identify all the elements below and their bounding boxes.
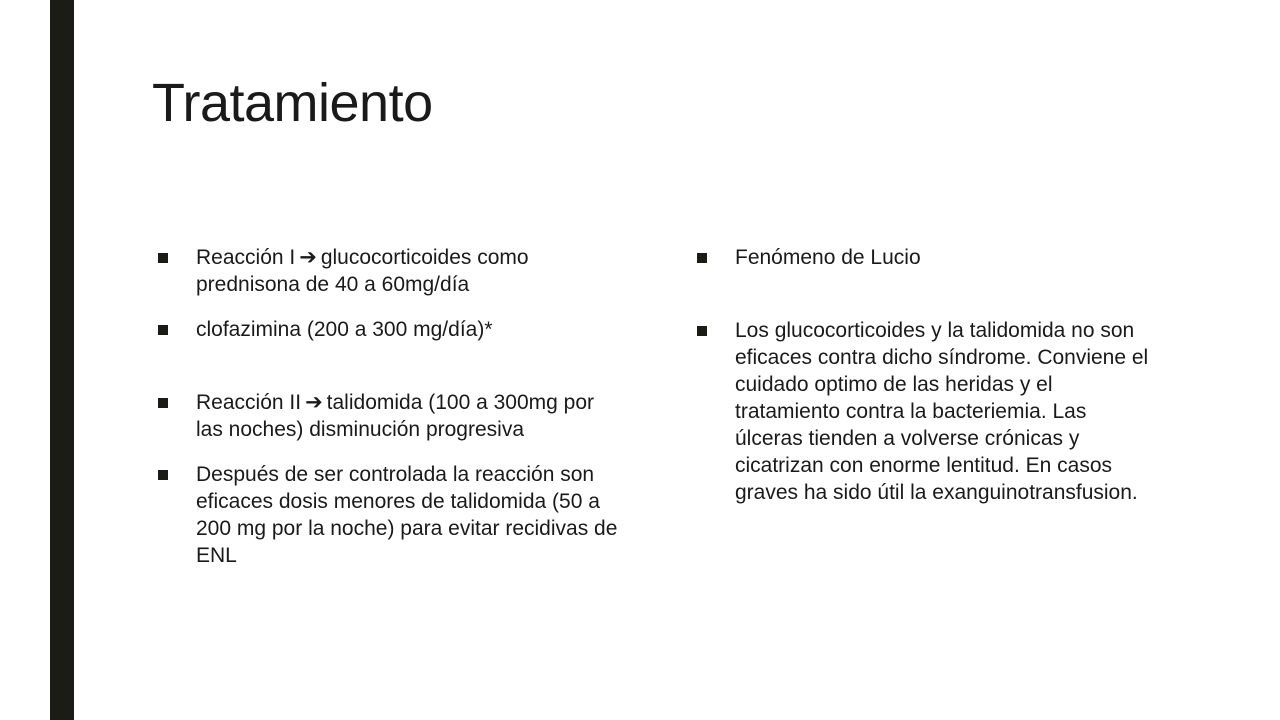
right-arrow-icon: ➔ (299, 245, 317, 269)
bullet-text: Después de ser controlada la reacción son eficaces dosis menores de talidomida (50 a 200 mg por la noche) para evitar recidivas de ENL (196, 463, 618, 567)
bullet-text: clofazimina (200 a 300 mg/día)* (196, 318, 493, 341)
bullet-text: Fenómeno de Lucio (735, 246, 921, 269)
bullet-item-fenomeno-lucio (697, 244, 1157, 271)
bullet-item-reaccion-2 (158, 389, 618, 443)
left-bullet-list (158, 244, 618, 569)
square-bullet-icon (697, 253, 707, 263)
square-bullet-icon (158, 398, 168, 408)
bullet-body-text: talidomida (100 a 300mg por las noches) disminución progresiva (196, 391, 595, 441)
bullet-lead-text: Reacción I (196, 246, 296, 269)
accent-bar (50, 0, 74, 720)
bullet-lead-text: Reacción II (196, 391, 302, 414)
bullet-body-text: glucocorticoides como prednisona de 40 a 60mg/día (196, 246, 529, 296)
slide-title: Tratamiento (152, 73, 433, 133)
square-bullet-icon (158, 470, 168, 480)
square-bullet-icon (158, 325, 168, 335)
bullet-item-clofazimina (158, 316, 618, 343)
bullet-item-reaccion-1 (158, 244, 618, 298)
right-arrow-icon: ➔ (305, 390, 323, 414)
right-bullet-list (697, 244, 1157, 506)
square-bullet-icon (697, 326, 707, 336)
bullet-item-despues (158, 461, 618, 569)
bullet-text: Los glucocorticoides y la talidomida no son eficaces contra dicho síndrome. Conviene el cuidado optimo de las heridas y el tratamiento contra la bacteriemia. Las úlceras tienden a volverse crónicas y cicatrizan con enorme lentitud. En casos graves ha sido útil la exanguinotransfusion. (735, 319, 1149, 504)
bullet-item-glucocorticoides (697, 317, 1157, 506)
square-bullet-icon (158, 253, 168, 263)
